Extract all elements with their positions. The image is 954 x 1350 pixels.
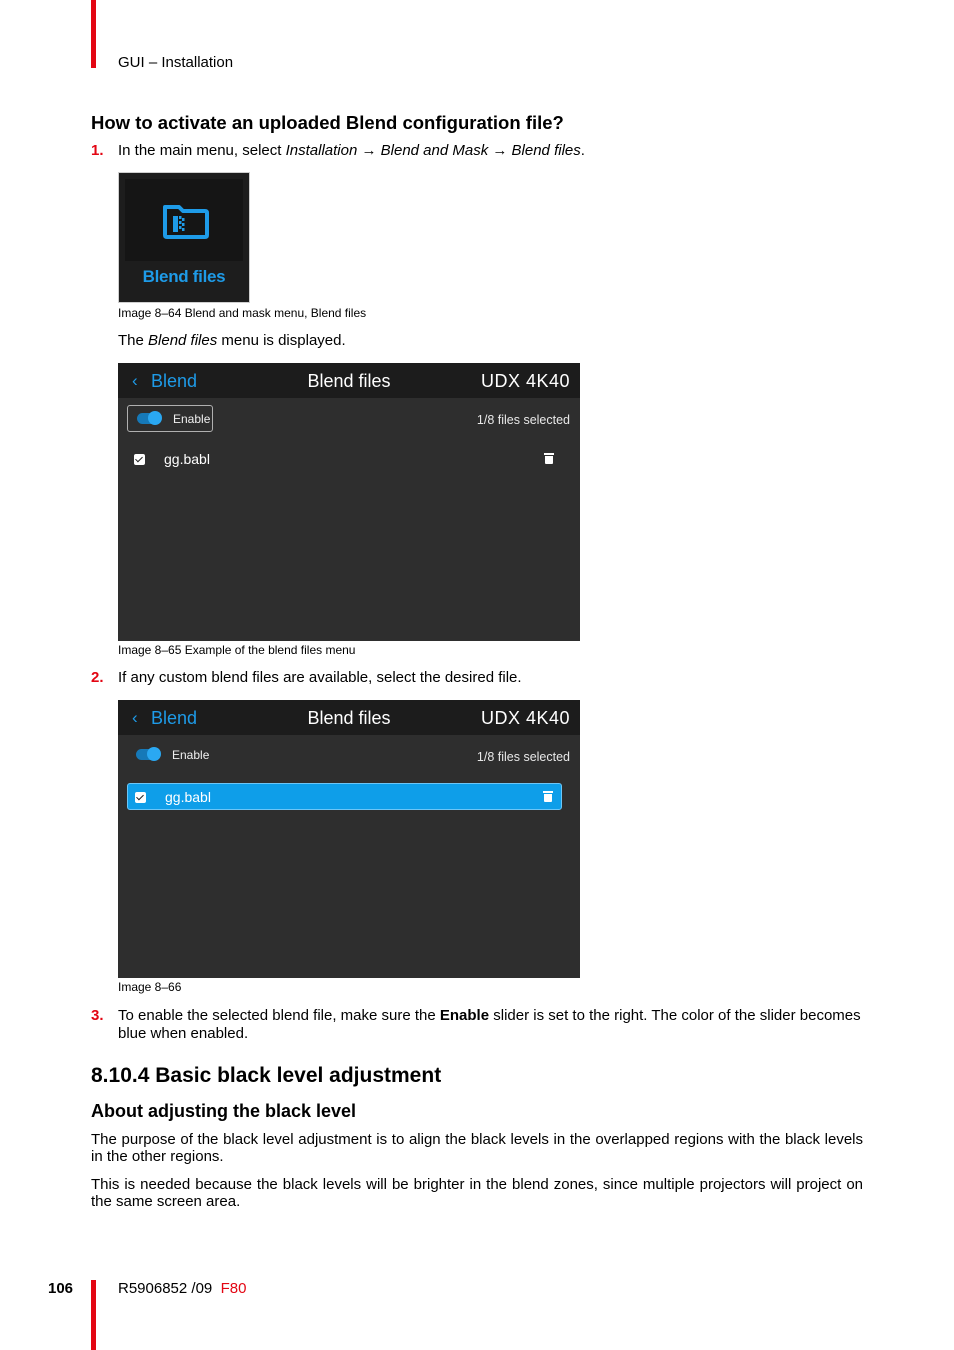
- enable-toggle[interactable]: [127, 405, 213, 432]
- enable-toggle[interactable]: [127, 742, 213, 769]
- step-1-path: Installation → Blend and Mask → Blend files: [285, 142, 581, 159]
- task-heading: How to activate an uploaded Blend configuration file?: [91, 112, 564, 133]
- paragraph-2: This is needed because the black levels will be brighter in the blend zones, since multiple projectors will project on the same screen area.: [91, 1176, 863, 1210]
- blend-files-menu-screenshot-1: [118, 363, 580, 641]
- projector-model: UDX 4K40: [480, 708, 570, 728]
- note-pre: The: [118, 332, 149, 349]
- enable-label: Enable: [172, 748, 210, 762]
- blend-files-tile[interactable]: [118, 172, 250, 303]
- enable-label: Enable: [173, 412, 211, 426]
- step-2-number: 2.: [91, 669, 104, 686]
- paragraph-1: The purpose of the black level adjustment is to align the black levels in the overlapped regions with the black levels in the other regions.: [91, 1131, 863, 1165]
- note-italic: Blend files: [148, 332, 218, 349]
- files-selected-count: 1/8 files selected: [476, 750, 570, 764]
- title-bar: [118, 700, 580, 735]
- menu-displayed-note: [118, 332, 346, 350]
- running-header: GUI – Installation: [118, 54, 234, 71]
- tile-label: Blend files: [142, 267, 226, 286]
- doc-number: R5906852 /09: [118, 1280, 213, 1297]
- back-button[interactable]: Blend: [151, 371, 198, 391]
- menu-title: Blend files: [307, 371, 391, 391]
- trash-icon[interactable]: [544, 791, 552, 802]
- page-number: 106: [48, 1280, 74, 1297]
- step-3-bold: Enable: [439, 1007, 490, 1024]
- toggle-switch-icon: [136, 749, 158, 760]
- title-bar: [118, 363, 580, 398]
- chevron-left-icon[interactable]: ‹: [132, 708, 138, 727]
- file-row-selected[interactable]: [127, 783, 562, 810]
- chevron-left-icon[interactable]: ‹: [132, 371, 138, 390]
- footer-red-bar: [91, 1280, 96, 1350]
- step-3-text: [118, 1007, 863, 1043]
- caption-image-8-66: Image 8–66: [118, 980, 182, 994]
- tile-icon-area: [125, 179, 243, 261]
- header-red-bar: [91, 0, 96, 68]
- step-1-post: .: [580, 142, 585, 159]
- step-2-text: If any custom blend files are available, select the desired file.: [118, 669, 522, 686]
- file-name: gg.babl: [165, 789, 211, 805]
- caption-image-8-64: Image 8–64 Blend and mask menu, Blend files: [118, 306, 367, 320]
- step-3-pre: To enable the selected blend file, make sure the: [118, 1007, 440, 1024]
- caption-image-8-65: Image 8–65 Example of the blend files menu: [118, 643, 356, 657]
- blend-files-menu-screenshot-2: [118, 700, 580, 978]
- checkbox-checked-icon[interactable]: [135, 792, 146, 803]
- step-1-pre: In the main menu, select: [118, 142, 286, 159]
- files-selected-count: 1/8 files selected: [476, 413, 570, 427]
- step-1-number: 1.: [91, 142, 104, 159]
- menu-title: Blend files: [307, 708, 391, 728]
- file-name: gg.babl: [164, 451, 210, 467]
- toggle-switch-icon: [137, 413, 159, 424]
- folder-icon: [161, 201, 211, 241]
- step-1-text: [118, 142, 585, 160]
- back-button[interactable]: Blend: [151, 708, 198, 728]
- projector-model: UDX 4K40: [480, 371, 570, 391]
- doc-revision: F80: [220, 1280, 247, 1297]
- document-id: [118, 1280, 246, 1297]
- section-heading: 8.10.4 Basic black level adjustment: [91, 1064, 442, 1087]
- trash-icon[interactable]: [545, 453, 553, 464]
- checkbox-checked-icon[interactable]: [134, 454, 145, 465]
- note-post: menu is displayed.: [217, 332, 346, 349]
- step-3-post: slider is set to the right. The color of the slider becomes blue when enabled.: [118, 1007, 861, 1042]
- file-row[interactable]: [127, 446, 562, 473]
- step-3-number: 3.: [91, 1007, 104, 1024]
- subsection-heading: About adjusting the black level: [91, 1101, 357, 1121]
